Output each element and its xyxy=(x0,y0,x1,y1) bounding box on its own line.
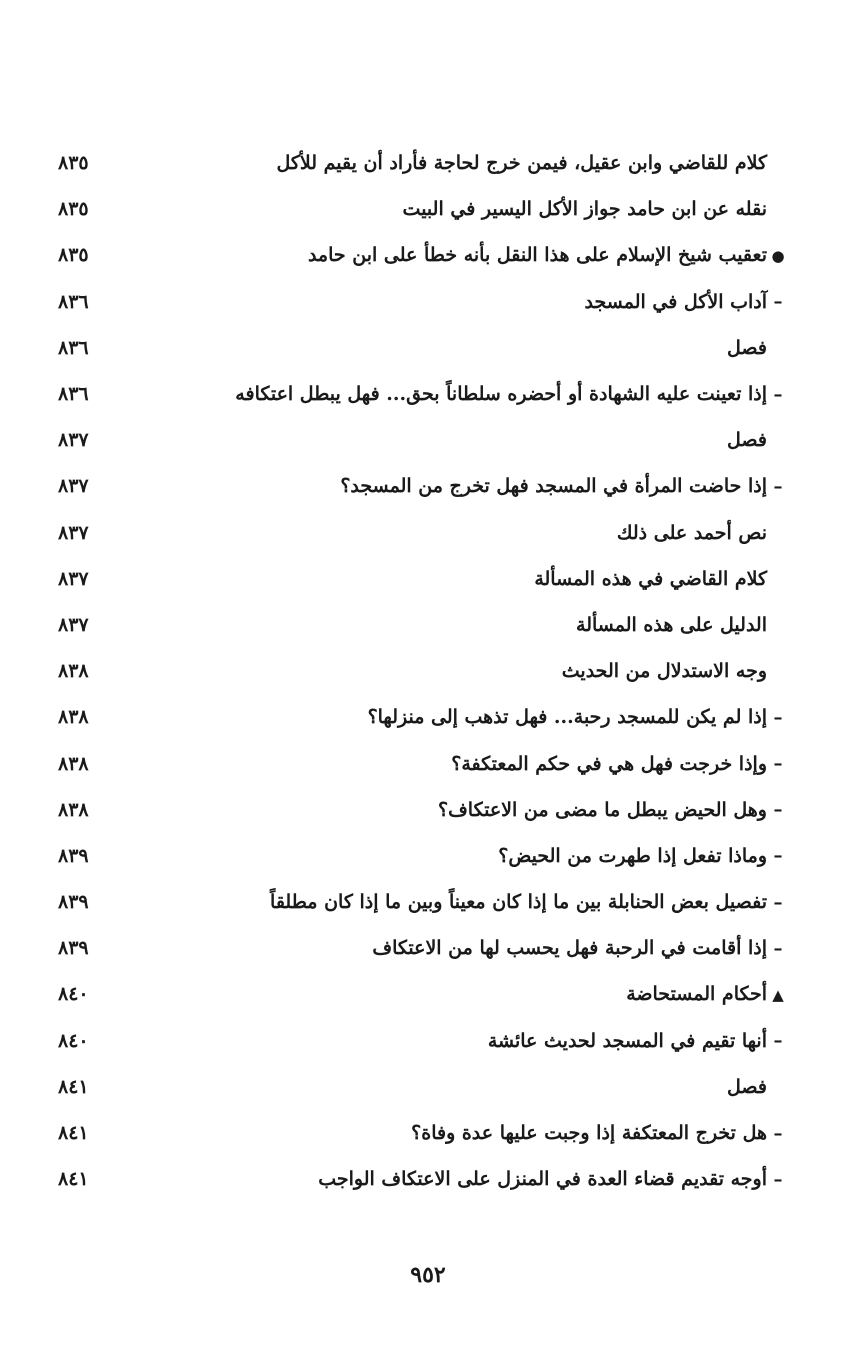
toc-row xyxy=(40,1064,785,1110)
toc-row xyxy=(40,140,785,186)
toc-row xyxy=(40,694,785,740)
dash-marker-icon xyxy=(771,892,785,913)
toc-row xyxy=(40,1156,785,1202)
page-footer-number: ٩٥٢ xyxy=(410,1262,446,1288)
toc-row xyxy=(40,602,785,648)
dash-marker-icon xyxy=(771,1030,785,1051)
toc-page-number: ٨٣٦ xyxy=(58,290,89,313)
toc-page-number: ٨٣٧ xyxy=(58,567,89,590)
toc-entry xyxy=(585,291,785,313)
toc-entry xyxy=(270,891,785,913)
dash-marker-icon xyxy=(771,753,785,774)
toc-row xyxy=(40,417,785,463)
circle-marker-icon xyxy=(771,245,785,266)
toc-entry xyxy=(340,475,785,497)
toc-entry xyxy=(534,568,785,590)
toc-page-number: ٨٣٨ xyxy=(58,752,89,775)
dash-marker-icon xyxy=(771,845,785,866)
toc-entry xyxy=(318,1168,785,1190)
toc-entry xyxy=(562,660,785,682)
toc-row xyxy=(40,787,785,833)
toc-page-number: ٨٣٩ xyxy=(58,891,89,914)
toc-entry xyxy=(488,1030,785,1052)
toc-page-number: ٨٣٨ xyxy=(58,660,89,683)
toc-entry-title: نص أحمد على ذلك xyxy=(616,521,767,544)
toc-page-number: ٨٣٩ xyxy=(58,937,89,960)
toc-entry xyxy=(451,753,785,775)
toc-entry-title: إذا تعينت عليه الشهادة أو أحضره سلطاناً بحق... فهل يبطل اعتكافه xyxy=(235,383,767,406)
toc-page-number: ٨٣٧ xyxy=(58,613,89,636)
dash-marker-icon xyxy=(771,1123,785,1144)
toc-row xyxy=(40,186,785,232)
toc-row xyxy=(40,1110,785,1156)
toc-row xyxy=(40,556,785,602)
dash-marker-icon xyxy=(771,476,785,497)
toc-row xyxy=(40,325,785,371)
toc-entry-title: نقله عن ابن حامد جواز الأكل اليسير في البيت xyxy=(402,198,767,221)
toc-page-number: ٨٣٧ xyxy=(58,475,89,498)
toc-row xyxy=(40,740,785,786)
dash-marker-icon xyxy=(771,938,785,959)
toc-row xyxy=(40,279,785,325)
toc-entry-title: وهل الحيض يبطل ما مضى من الاعتكاف؟ xyxy=(438,798,767,821)
toc-entry-title: أنها تقيم في المسجد لحديث عائشة xyxy=(487,1029,767,1052)
toc-page-number: ٨٤١ xyxy=(58,1122,89,1145)
toc-entry xyxy=(372,937,785,959)
dash-marker-icon xyxy=(771,1169,785,1190)
toc-entry-title: وجه الاستدلال من الحديث xyxy=(561,660,767,683)
dash-marker-icon xyxy=(771,291,785,312)
toc-entry xyxy=(235,383,785,405)
toc-row xyxy=(40,879,785,925)
toc-entry-title: أوجه تقديم قضاء العدة في المنزل على الاعتكاف الواجب xyxy=(318,1168,767,1191)
toc-entry xyxy=(727,429,785,451)
toc-row xyxy=(40,463,785,509)
toc-row xyxy=(40,648,785,694)
toc-page-number: ٨٤٠ xyxy=(58,1029,89,1052)
toc-page-number: ٨٣٦ xyxy=(58,383,89,406)
dash-marker-icon xyxy=(771,707,785,728)
toc-entry xyxy=(498,845,785,867)
toc-entry-title: فصل xyxy=(727,336,767,359)
toc-entry-title: أحكام المستحاضة xyxy=(626,983,767,1006)
toc-page-number: ٨٣٨ xyxy=(58,706,89,729)
dash-marker-icon xyxy=(771,384,785,405)
toc-entry-title: هل تخرج المعتكفة إذا وجبت عليها عدة وفاة؟ xyxy=(411,1122,767,1145)
toc-page-number: ٨٤١ xyxy=(58,1168,89,1191)
toc-page-number: ٨٣٧ xyxy=(58,521,89,544)
toc-page-number: ٨٣٦ xyxy=(58,336,89,359)
toc-page-number: ٨٣٧ xyxy=(58,429,89,452)
table-of-contents xyxy=(40,140,785,1202)
toc-page-number: ٨٣٥ xyxy=(58,244,89,267)
toc-entry xyxy=(308,244,785,266)
toc-entry-title: إذا لم يكن للمسجد رحبة... فهل تذهب إلى منزلها؟ xyxy=(367,706,767,729)
toc-entry-title: فصل xyxy=(727,429,767,452)
toc-entry-title: الدليل على هذه المسألة xyxy=(576,613,767,636)
toc-page-number: ٨٣٩ xyxy=(58,844,89,867)
toc-entry xyxy=(626,983,785,1005)
toc-page-number: ٨٣٥ xyxy=(58,198,89,221)
toc-entry xyxy=(438,799,785,821)
toc-row xyxy=(40,510,785,556)
toc-row xyxy=(40,371,785,417)
toc-row xyxy=(40,232,785,278)
toc-entry xyxy=(368,706,785,728)
toc-row xyxy=(40,833,785,879)
toc-page-number: ٨٣٥ xyxy=(58,152,89,175)
toc-entry-title: كلام القاضي في هذه المسألة xyxy=(534,567,767,590)
toc-entry-title: آداب الأكل في المسجد xyxy=(584,290,767,313)
toc-page-number: ٨٤٠ xyxy=(58,983,89,1006)
toc-entry xyxy=(727,1076,785,1098)
toc-entry-title: إذا أقامت في الرحبة فهل يحسب لها من الاعتكاف xyxy=(372,937,767,960)
toc-page-number: ٨٤١ xyxy=(58,1075,89,1098)
toc-entry xyxy=(727,337,785,359)
toc-entry-title: كلام للقاضي وابن عقيل، فيمن خرج لحاجة فأراد أن يقيم للأكل xyxy=(276,152,767,175)
toc-row xyxy=(40,971,785,1017)
toc-entry xyxy=(411,1122,785,1144)
toc-entry-title: تعقيب شيخ الإسلام على هذا النقل بأنه خطأ على ابن حامد xyxy=(307,244,767,267)
toc-entry-title: وإذا خرجت فهل هي في حكم المعتكفة؟ xyxy=(451,752,767,775)
toc-entry-title: إذا حاضت المرأة في المسجد فهل تخرج من المسجد؟ xyxy=(340,475,767,498)
toc-row xyxy=(40,1018,785,1064)
toc-entry-title: تفصيل بعض الحنابلة بين ما إذا كان معيناً وبين ما إذا كان مطلقاً xyxy=(270,891,767,914)
toc-entry xyxy=(276,152,785,174)
toc-entry xyxy=(403,198,785,220)
toc-row xyxy=(40,925,785,971)
toc-page-number: ٨٣٨ xyxy=(58,798,89,821)
toc-entry xyxy=(576,614,785,636)
dash-marker-icon xyxy=(771,799,785,820)
toc-entry-title: فصل xyxy=(727,1075,767,1098)
triangle-marker-icon xyxy=(771,984,785,1005)
toc-entry-title: وماذا تفعل إذا طهرت من الحيض؟ xyxy=(498,844,767,867)
toc-entry xyxy=(617,522,785,544)
